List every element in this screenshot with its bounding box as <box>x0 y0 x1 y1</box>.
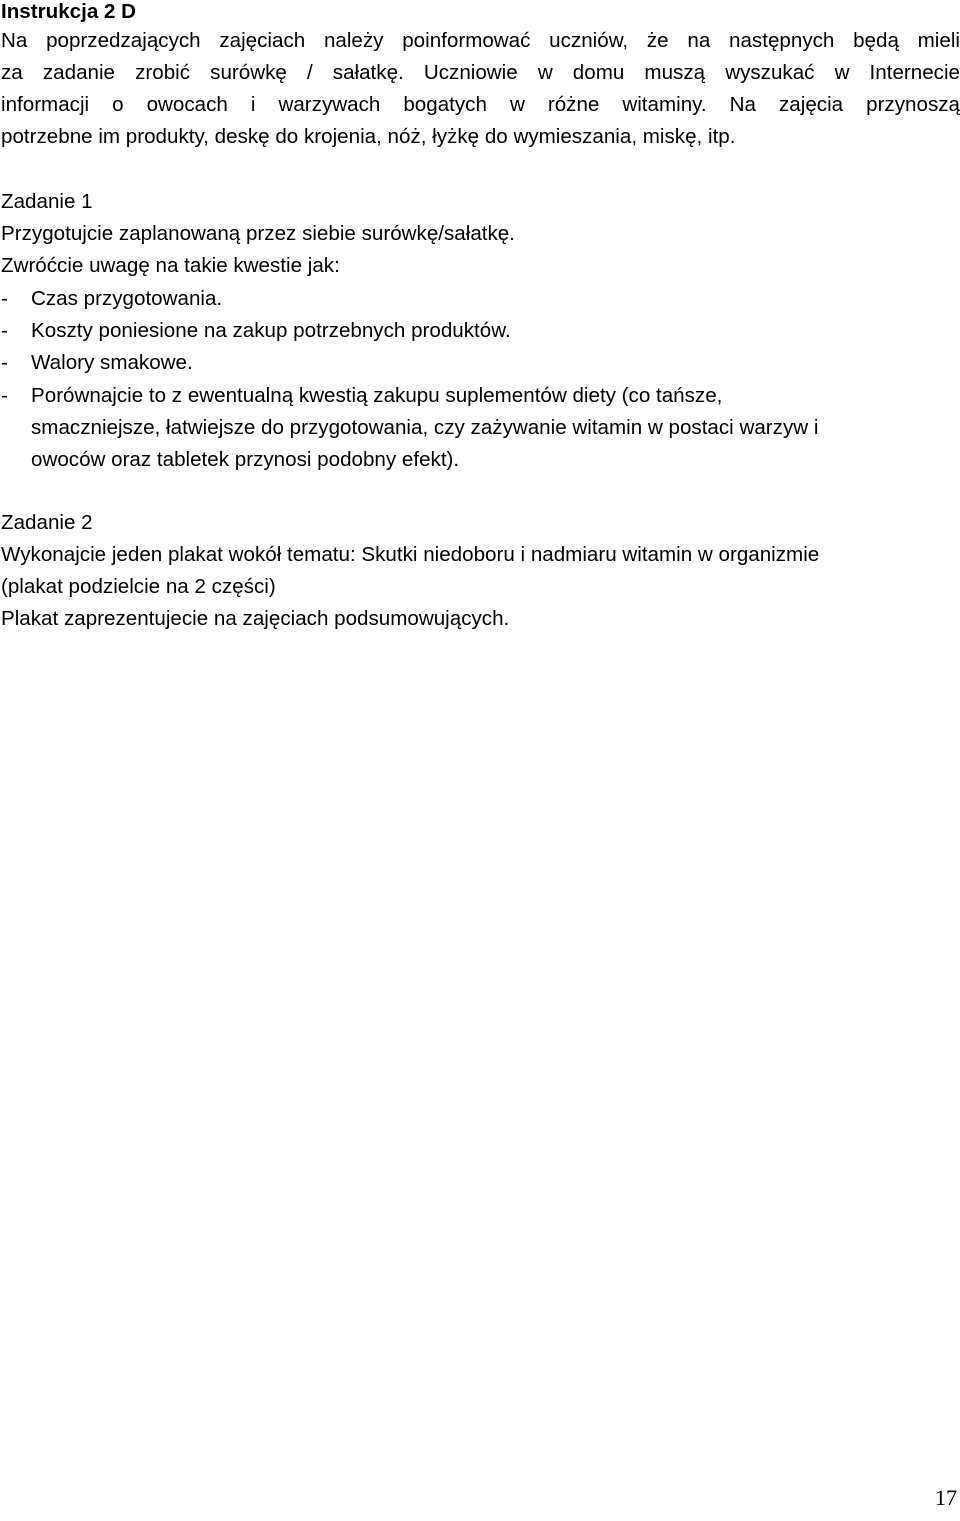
bullet-item-4-continuation-2: owoców oraz tabletek przynosi podobny efekt). <box>31 448 460 471</box>
bullet-item-4-continuation-1: smaczniejsze, łatwiejsze do przygotowania, czy zażywanie witamin w postaci warzyw i <box>31 416 819 439</box>
task1-heading: Zadanie 1 <box>1 190 93 213</box>
document-title: Instrukcja 2 D <box>1 0 137 23</box>
bullet-item-3: Walory smakowe. <box>31 351 193 374</box>
bullet-dash: - <box>1 351 8 374</box>
bullet-item-2: Koszty poniesione na zakup potrzebnych produktów. <box>31 319 511 342</box>
intro-line-3: informacji o owocach i warzywach bogatych w różne witaminy. Na zajęcia przynoszą <box>1 93 960 116</box>
bullet-dash: - <box>1 287 8 310</box>
intro-line-2: za zadanie zrobić surówkę / sałatkę. Uczniowie w domu muszą wyszukać w Internecie <box>1 61 960 84</box>
page-number: 17 <box>935 1485 957 1510</box>
task2-line-3: Plakat zaprezentujecie na zajęciach podsumowujących. <box>1 607 510 630</box>
task1-line-1: Przygotujcie zaplanowaną przez siebie surówkę/sałatkę. <box>1 222 515 245</box>
intro-line-1: Na poprzedzających zajęciach należy poinformować uczniów, że na następnych będą mieli <box>1 29 960 52</box>
task2-line-1: Wykonajcie jeden plakat wokół tematu: Skutki niedoboru i nadmiaru witamin w organizmie <box>1 543 820 566</box>
intro-line-4: potrzebne im produkty, deskę do krojenia, nóż, łyżkę do wymieszania, miskę, itp. <box>1 125 736 148</box>
task2-line-2: (plakat podzielcie na 2 części) <box>1 575 276 598</box>
bullet-dash: - <box>1 319 8 342</box>
task1-line-2: Zwróćcie uwagę na takie kwestie jak: <box>1 254 340 277</box>
bullet-item-1: Czas przygotowania. <box>31 287 223 310</box>
bullet-dash: - <box>1 384 8 407</box>
bullet-item-4: Porównajcie to z ewentualną kwestią zakupu suplementów diety (co tańsze, <box>31 384 723 407</box>
task2-heading: Zadanie 2 <box>1 511 93 534</box>
